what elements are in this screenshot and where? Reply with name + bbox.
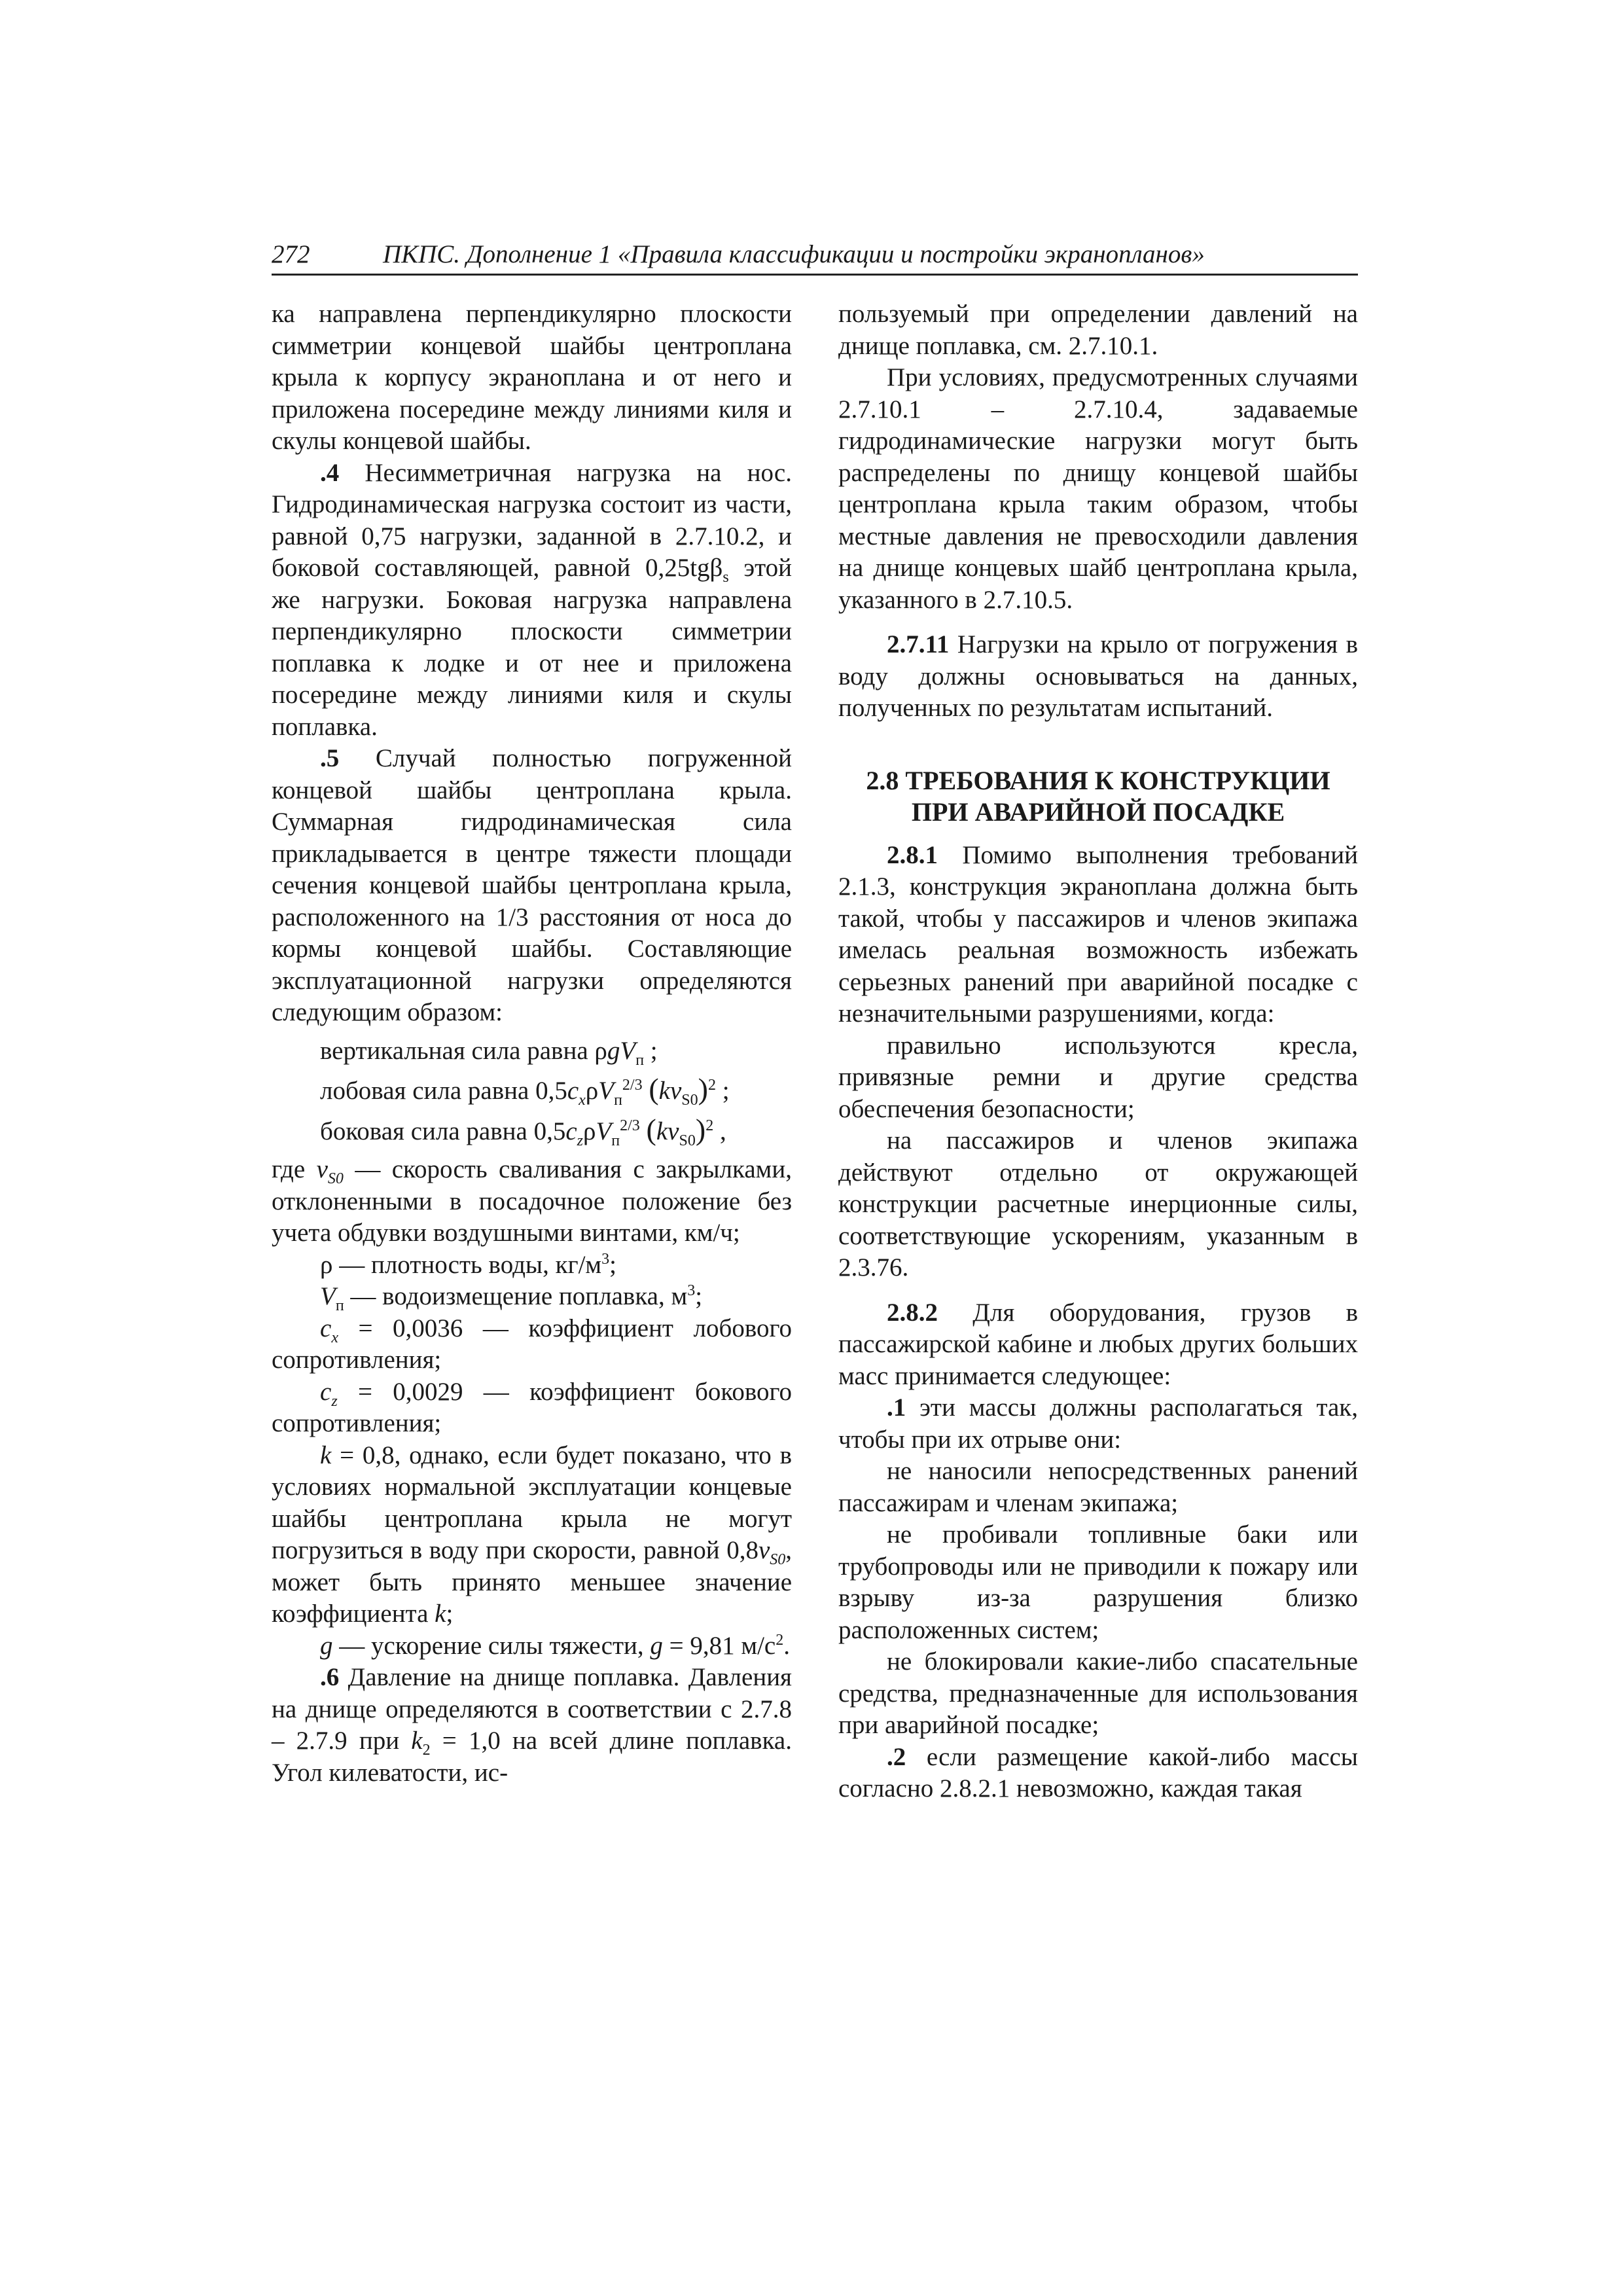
item-number: .2 <box>887 1742 906 1771</box>
paragraph-text: Помимо выполнения требований 2.1.3, конструкция экраноплана должна быть такой, чтобы у пассажиров и членов экипажа имелась реальная возможность избежать серьезных ранений при аварийной посадке с незначительными разрушениями, когда: <box>838 840 1358 1028</box>
section-heading <box>838 765 1358 828</box>
formula-math: $0,5c_x\rho V_п^{2/3}$ $(kv_{S0})^2$ ; <box>535 1072 730 1109</box>
subscript: s <box>722 568 729 586</box>
paragraph-text: = 9,81 м/с <box>662 1631 776 1660</box>
variable: V <box>320 1282 336 1310</box>
subscript: z <box>331 1392 338 1410</box>
superscript: 3 <box>601 1250 610 1268</box>
paragraph: не блокировали какие-либо спасательные средства, предназначенные для использования при аварийной посадке; <box>838 1647 1358 1739</box>
item-number: .5 <box>320 744 340 772</box>
paragraph-text: где <box>272 1155 317 1183</box>
formula-label: боковая сила равна <box>320 1117 534 1145</box>
variable: g <box>320 1631 333 1660</box>
formula-drag-force <box>272 1073 792 1107</box>
subscript: x <box>331 1329 338 1346</box>
heading-line: 2.8 ТРЕБОВАНИЯ К КОНСТРУКЦИИ <box>866 765 1330 795</box>
paragraph: не наносили непосредственных ранений пассажирам и членам экипажа; <box>838 1457 1358 1517</box>
paragraph-text: ; <box>695 1282 703 1310</box>
variable: v <box>758 1536 770 1564</box>
section-number: 2.8.1 <box>887 840 938 869</box>
formula-math: $0,5c_z\rho V_п^{2/3}$ $(kv_{S0})^2$ , <box>533 1112 726 1149</box>
subscript: п <box>335 1297 344 1314</box>
running-header <box>272 238 1358 276</box>
left-column <box>272 298 792 1789</box>
paragraph-text: — водоизмещение поплавка, м <box>344 1282 688 1310</box>
subscript: 2 <box>422 1741 431 1759</box>
variable: c <box>320 1377 332 1406</box>
paragraph-text: — ускорение силы тяжести, <box>332 1631 651 1660</box>
formula-side-force <box>272 1114 792 1148</box>
paragraph-text: ; <box>609 1250 616 1279</box>
paragraph-item-6 <box>272 1662 792 1789</box>
paragraph: ка направлена перпендикулярно плоскости симметрии концевой шайбы центроплана крыла к корпусу экраноплана и от него и приложена посередине между линиями киля и скулы концевой шайбы. <box>272 300 792 455</box>
definition-vp <box>272 1281 792 1313</box>
item-number: .4 <box>320 458 340 487</box>
paragraph-text: = 0,8, однако, если будет показано, что в условиях нормальной эксплуатации концевые шайбы центроплана крыла не могут погрузиться в воду при скорости, равной 0,8 <box>272 1441 792 1564</box>
paragraph-text: Случай полностью погруженной концевой шайбы центроплана крыла. Суммарная гидродинамическая сила прикладывается в центре тяжести площади сечения концевой шайбы центроплана крыла, расположенного на 1/3 расстояния от носа до кормы концевой шайбы. Составляющие эксплуатационной нагрузки определяются следующим образом: <box>272 744 792 1026</box>
subscript: S0 <box>327 1170 344 1187</box>
formula-vertical-force <box>272 1035 792 1067</box>
variable: k <box>320 1441 332 1469</box>
heading-line: ПРИ АВАРИЙНОЙ ПОСАДКЕ <box>911 797 1285 827</box>
paragraph-2-7-11 <box>838 629 1358 725</box>
paragraph-text: Несимметричная нагрузка на нос. Гидродинамическая нагрузка состоит из части, равной 0,75 нагрузки, заданной в 2.7.10.2, и боковой составляющей, равной 0,25tgβ <box>272 458 792 582</box>
superscript: 3 <box>687 1282 696 1299</box>
variable: v <box>316 1155 328 1183</box>
paragraph-text: . <box>783 1631 790 1660</box>
paragraph-where <box>272 1154 792 1249</box>
paragraph-item-1 <box>838 1392 1358 1456</box>
superscript: 2 <box>776 1631 784 1649</box>
item-number: .1 <box>887 1393 906 1422</box>
definition-k <box>272 1440 792 1630</box>
variable: k <box>435 1600 446 1628</box>
paragraph-text: Давление на днище поплавка. Давления на днище определяются в соответствии с 2.7.8 – 2.7.9 при <box>272 1663 792 1755</box>
subscript: S0 <box>770 1551 786 1568</box>
section-number: 2.8.2 <box>887 1298 938 1327</box>
page-number: 272 <box>272 240 310 268</box>
section-number: 2.7.11 <box>887 630 950 658</box>
formula-math: ρgV$_п$ ; <box>594 1036 658 1069</box>
paragraph-text: Для оборудования, грузов в пассажирской кабине и любых других больших масс принимается следующее: <box>838 1298 1358 1390</box>
formula-label: вертикальная сила равна <box>320 1036 595 1065</box>
paragraph-item-5 <box>272 743 792 1029</box>
paragraph-text: , может быть принято меньшее значение коэффициента <box>272 1536 792 1628</box>
paragraph: на пассажиров и членов экипажа действуют отдельно от окружающей конструкции расчетные инерционные силы, соответствующие ускорениям, указанным в 2.3.76. <box>838 1126 1358 1282</box>
definition-g <box>272 1630 792 1662</box>
definition-cx <box>272 1313 792 1376</box>
paragraph-text: = 1,0 на всей длине поплавка. Угол килеватости, ис- <box>272 1727 792 1787</box>
variable: g <box>650 1631 663 1660</box>
header-title: ПКПС. Дополнение 1 «Правила классификации и постройки экранопланов» <box>383 240 1205 268</box>
paragraph-item-4 <box>272 457 792 744</box>
paragraph: пользуемый при определении давлений на днище поплавка, см. 2.7.10.1. <box>838 300 1358 360</box>
paragraph-text: если размещение какой-либо массы согласно 2.8.2.1 невозможно, каждая такая <box>838 1742 1358 1803</box>
paragraph: не пробивали топливные баки или трубопроводы или не приводили к пожару или взрыву из-за разрушения близко расположенных систем; <box>838 1520 1358 1644</box>
paragraph-2-8-1 <box>838 840 1358 1030</box>
paragraph-text: Нагрузки на крыло от погружения в воду должны основываться на данных, полученных по результатам испытаний. <box>838 630 1358 722</box>
paragraph-2-8-2 <box>838 1297 1358 1393</box>
paragraph-text: эти массы должны располагаться так, чтобы при их отрыве они: <box>838 1393 1358 1454</box>
paragraph-text: — скорость сваливания с закрылками, отклоненными в посадочное положение без учета обдувки воздушными винтами, км/ч; <box>272 1155 792 1247</box>
paragraph-item-2 <box>838 1742 1358 1805</box>
definition-rho <box>272 1249 792 1282</box>
item-number: .6 <box>320 1663 340 1691</box>
paragraph-text: этой же нагрузки. Боковая нагрузка направлена перпендикулярно плоскости симметрии поплавка к лодке и от нее и приложена посередине между линиями киля и скулы поплавка. <box>272 554 793 741</box>
definition-cz <box>272 1376 792 1440</box>
paragraph: При условиях, предусмотренных случаями 2.7.10.1 – 2.7.10.4, задаваемые гидродинамические нагрузки могут быть распределены по днищу концевой шайбы центроплана крыла таким образом, чтобы местные давления не превосходили давления на днище концевых шайб центроплана крыла, указанного в 2.7.10.5. <box>838 363 1358 614</box>
variable: c <box>320 1314 332 1342</box>
paragraph-text: = 0,0036 — коэффициент лобового сопротивления; <box>272 1314 792 1374</box>
paragraph-text: = 0,0029 — коэффициент бокового сопротивления; <box>272 1377 792 1437</box>
formula-label: лобовая сила равна <box>320 1077 536 1105</box>
variable: k <box>411 1727 423 1755</box>
right-column <box>838 298 1358 1805</box>
paragraph: правильно используются кресла, привязные ремни и другие средства обеспечения безопасности; <box>838 1031 1358 1123</box>
paragraph-text: ρ — плотность воды, кг/м <box>320 1250 602 1279</box>
paragraph-text: ; <box>446 1600 454 1628</box>
